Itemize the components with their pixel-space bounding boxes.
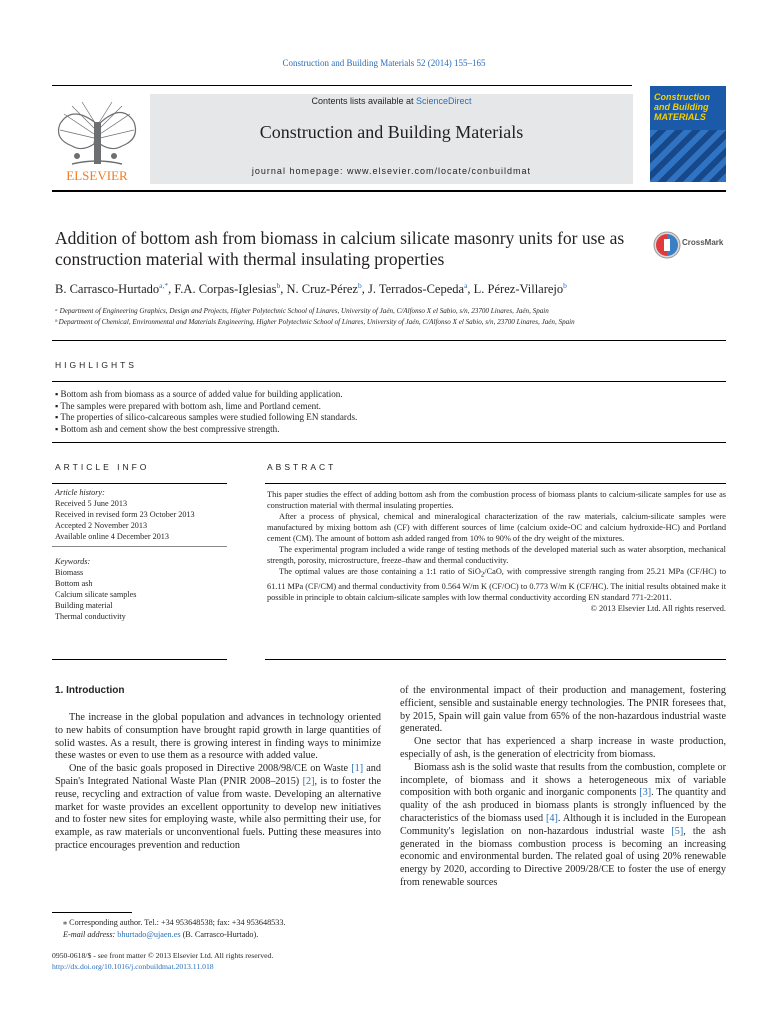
- journal-title: Construction and Building Materials: [259, 122, 524, 142]
- journal-cover-image[interactable]: [650, 86, 726, 182]
- citation-link[interactable]: [1]: [351, 763, 364, 775]
- body-paragraph: One sector that has experienced a sharp increase in waste production, especially of ash, is the generation of electricity from biomass.: [400, 736, 726, 760]
- author-name: F.A. Corpas-Iglesias: [174, 282, 277, 297]
- article-title: Addition of bottom ash from biomass in calcium silicate masonry units for use as construction material with thermal insulating properties: [55, 228, 625, 269]
- issn-line: 0950-0618/$ - see front matter © 2013 Elsevier Ltd. All rights reserved.: [52, 951, 274, 960]
- abstract-paragraph: [267, 566, 726, 603]
- highlight-item: ▪ Bottom ash from biomass as a source of added value for building application.: [55, 389, 343, 399]
- citation-link[interactable]: [3]: [639, 787, 652, 799]
- doi-link[interactable]: http://dx.doi.org/10.1016/j.conbuildmat.2013.11.018: [52, 961, 214, 971]
- author-name: L. Pérez-Villarejo: [473, 282, 564, 297]
- author-affiliation-marker[interactable]: b: [276, 281, 281, 290]
- abstract-rule: [265, 483, 726, 484]
- body-column-left: [55, 712, 381, 853]
- crossmark-label[interactable]: CrossMark: [682, 238, 724, 247]
- body-paragraph: of the environmental impact of their production and management, fostering efficient, sensible and sustainable energy technologies. The PNIR foresees that, by 2015, Spain will gain value from 65% of the non-hazardous industrial waste generated.: [400, 685, 726, 735]
- author-affiliation-marker[interactable]: a: [464, 281, 468, 290]
- highlight-item: ▪ The properties of silico-calcareous samples were studied following EN standards.: [55, 412, 358, 422]
- body-text: One of the basic goals proposed in Directive 2008/98/CE on Waste: [69, 763, 352, 775]
- footnote-rule: [52, 912, 132, 913]
- section-heading-introduction: 1. Introduction: [55, 685, 125, 696]
- journal-reference[interactable]: Construction and Building Materials 52 (2014) 155–165: [282, 58, 486, 68]
- body-column-right: [400, 685, 726, 890]
- contents-prefix: Contents lists available at: [311, 96, 417, 106]
- abstract-heading: ABSTRACT: [267, 462, 337, 472]
- affiliation-a: ᵃ Department of Engineering Graphics, Design and Projects, Higher Polytechnic School of Linares, University of Jaén, C/Alfonso X el Sabio, s/n, 23700 Linares, Jaén, Spain: [55, 307, 549, 315]
- abstract-paragraph: After a process of physical, chemical and mineralogical characterization of the raw materials, calcium-silicate samples were manufactured by mixing bottom ash (CF) with different sources of lime (calcium oxide-OC and calcium hydroxide-HC) and Portland cement (CM). The amount of bottom ash added ranged from 10% to 90% of the dry weight of the mixtures.: [267, 512, 726, 543]
- highlight-item: ▪ Bottom ash and cement show the best compressive strength.: [55, 423, 280, 434]
- cover-pattern: [650, 130, 726, 182]
- keyword-item: Thermal conductivity: [55, 612, 126, 621]
- history-received: Received 5 June 2013: [55, 499, 128, 508]
- article-info-rule: [52, 483, 227, 484]
- body-text: , is to foster the reuse, recycling and extraction of value from waste. Developing an alternative market for waste provides an excellent opportunity to develop new initiatives and to foster new sites for employing waste, while also permitting their use, for example, as raw materials or unconventional fuels. Putting these measures into practice encourages prevention and reduction: [55, 775, 381, 851]
- author-affiliation-marker[interactable]: a,*: [159, 281, 169, 290]
- highlights-list: [55, 389, 715, 435]
- highlights-rule-top: [52, 381, 726, 382]
- body-text: and Spain's Integrated National Waste Plan (PNIR 2008–2015): [55, 763, 381, 787]
- keyword-item: Calcium silicate samples: [55, 590, 137, 599]
- body-text: . Although it is included in the European Community's legislation on non-hazardous industrial waste: [400, 812, 726, 837]
- highlight-text: The properties of silico-calcareous samples were studied following EN standards.: [60, 412, 358, 422]
- keyword-item: Biomass: [55, 568, 84, 577]
- article-info-heading: ARTICLE INFO: [55, 462, 150, 472]
- abstract-text: /CaO, with compressive strength ranging from 25.21 MPa (CF/HC) to 61.11 MPa (CF/CM) and thermal conductivity from 0.564 W/m K (CF/OC) to 0.773 W/m K (CF/HC). The initial results obtained make it possible in principle to obtain calcium-silicate samples with low thermal conductivity according EN standard 771-2:2011.: [267, 567, 726, 602]
- abstract-paragraph: The experimental program included a wide range of testing methods of the developed material such as water absorption, mechanical strength, porosity, microstructure, freeze–thaw and thermal conductivity.: [267, 545, 726, 565]
- body-text: , the ash generated in the biomass combustion process is becoming an increasing economic and environmental burden. The related goal of using 20% renewable energy by 2020, according to Directive 2009/28/CE to foster the use of energy from renewable sources: [400, 825, 726, 888]
- author-separator: ,: [280, 282, 287, 297]
- body-paragraph: [400, 762, 726, 890]
- highlights-heading: HIGHLIGHTS: [55, 360, 137, 370]
- sciencedirect-link[interactable]: ScienceDirect: [416, 96, 472, 106]
- crossmark-icon: [652, 230, 682, 260]
- affiliation-b: ᵇ Department of Chemical, Environmental and Materials Engineering, Higher Polytechnic School of Linares, University of Jaén, C/Alfonso X el Sabio, s/n, 23700 Linares, Jaén, Spain: [55, 318, 575, 326]
- highlight-text: Bottom ash and cement show the best compressive strength.: [60, 423, 280, 434]
- contents-line: [150, 96, 633, 106]
- author-name: B. Carrasco-Hurtado: [55, 282, 160, 297]
- corresponding-author-note: ⁎ Corresponding author. Tel.: +34 953648538; fax: +34 953648533.: [63, 918, 286, 927]
- affiliation-rule: [52, 340, 726, 341]
- cover-title: Construction and Building MATERIALS: [654, 92, 710, 122]
- keywords-rule: [52, 546, 227, 547]
- highlight-item: ▪ The samples were prepared with bottom ash, lime and Portland cement.: [55, 400, 321, 411]
- abstract-rule-bottom: [265, 659, 726, 660]
- keyword-item: Bottom ash: [55, 579, 93, 588]
- body-paragraph: The increase in the global population and advances in technology oriented to new habits of consumption have brought rapid growth in large quantities of solid wastes. As a result, there is growing interest in finding ways to minimize these wastes or even to use them as a resource with added value.: [55, 712, 381, 762]
- page-footer: [52, 951, 382, 972]
- header-rule-bottom: [52, 190, 726, 192]
- citation-link[interactable]: [2]: [302, 775, 315, 787]
- keyword-item: Building material: [55, 601, 113, 610]
- abstract-body: [267, 489, 726, 614]
- abstract-copyright: © 2013 Elsevier Ltd. All rights reserved.: [590, 603, 726, 613]
- citation-link[interactable]: [4]: [546, 812, 558, 824]
- body-text: Biomass ash is the solid waste that results from the combustion, complete or incomplete, of biomass and it shows a heterogeneous mix of variable composition with both organic and inorganic components: [400, 761, 726, 799]
- elsevier-wordmark: ELSEVIER: [66, 168, 128, 183]
- history-accepted: Accepted 2 November 2013: [55, 521, 148, 530]
- header-rule: [52, 85, 632, 86]
- homepage-line: [150, 166, 633, 176]
- citation-link[interactable]: [5]: [671, 825, 684, 837]
- history-online: Available online 4 December 2013: [55, 532, 169, 541]
- email-label: E-mail address:: [63, 929, 116, 939]
- highlight-text: The samples were prepared with bottom ash, lime and Portland cement.: [60, 400, 321, 411]
- body-text: . The quantity and quality of the ash produced in biomass plants is strongly influenced by the characteristics of the biomass used: [400, 787, 726, 824]
- abstract-paragraph: This paper studies the effect of adding bottom ash from the combustion process of biomass plants to calcium-silicate samples for use as construction material with thermal insulating properties.: [267, 490, 726, 510]
- subscript: 2: [480, 571, 485, 579]
- abstract-text: The optimal values are those containing a 1:1 ratio of SiO: [279, 567, 481, 576]
- email-line: [55, 929, 385, 941]
- keywords: [55, 556, 230, 622]
- author-affiliation-marker[interactable]: b: [563, 281, 567, 290]
- email-suffix: (B. Carrasco-Hurtado).: [180, 929, 259, 939]
- homepage-prefix: journal homepage:: [251, 166, 347, 176]
- author-name: N. Cruz-Pérez: [286, 282, 358, 297]
- body-paragraph: [55, 763, 381, 853]
- footnote: [55, 917, 385, 940]
- author-separator: ,: [168, 282, 175, 297]
- history-revised: Received in revised form 23 October 2013: [55, 510, 195, 519]
- keywords-label: Keywords:: [55, 557, 91, 566]
- highlight-text: Bottom ash from biomass as a source of added value for building application.: [60, 389, 343, 399]
- highlights-rule-bottom: [52, 442, 726, 443]
- homepage-link[interactable]: www.elsevier.com/locate/conbuildmat: [346, 166, 532, 176]
- author-separator: ,: [361, 282, 368, 297]
- history-label: Article history:: [55, 488, 105, 497]
- elsevier-logo: [52, 94, 142, 184]
- author-list: [55, 281, 735, 297]
- author-name: J. Terrados-Cepeda: [367, 282, 465, 297]
- author-affiliation-marker[interactable]: b: [357, 281, 362, 290]
- article-info-rule-bottom: [52, 659, 227, 660]
- email-link[interactable]: bhurtado@ujaen.es: [117, 929, 181, 939]
- author-separator: ,: [467, 282, 474, 297]
- article-history: [55, 487, 230, 542]
